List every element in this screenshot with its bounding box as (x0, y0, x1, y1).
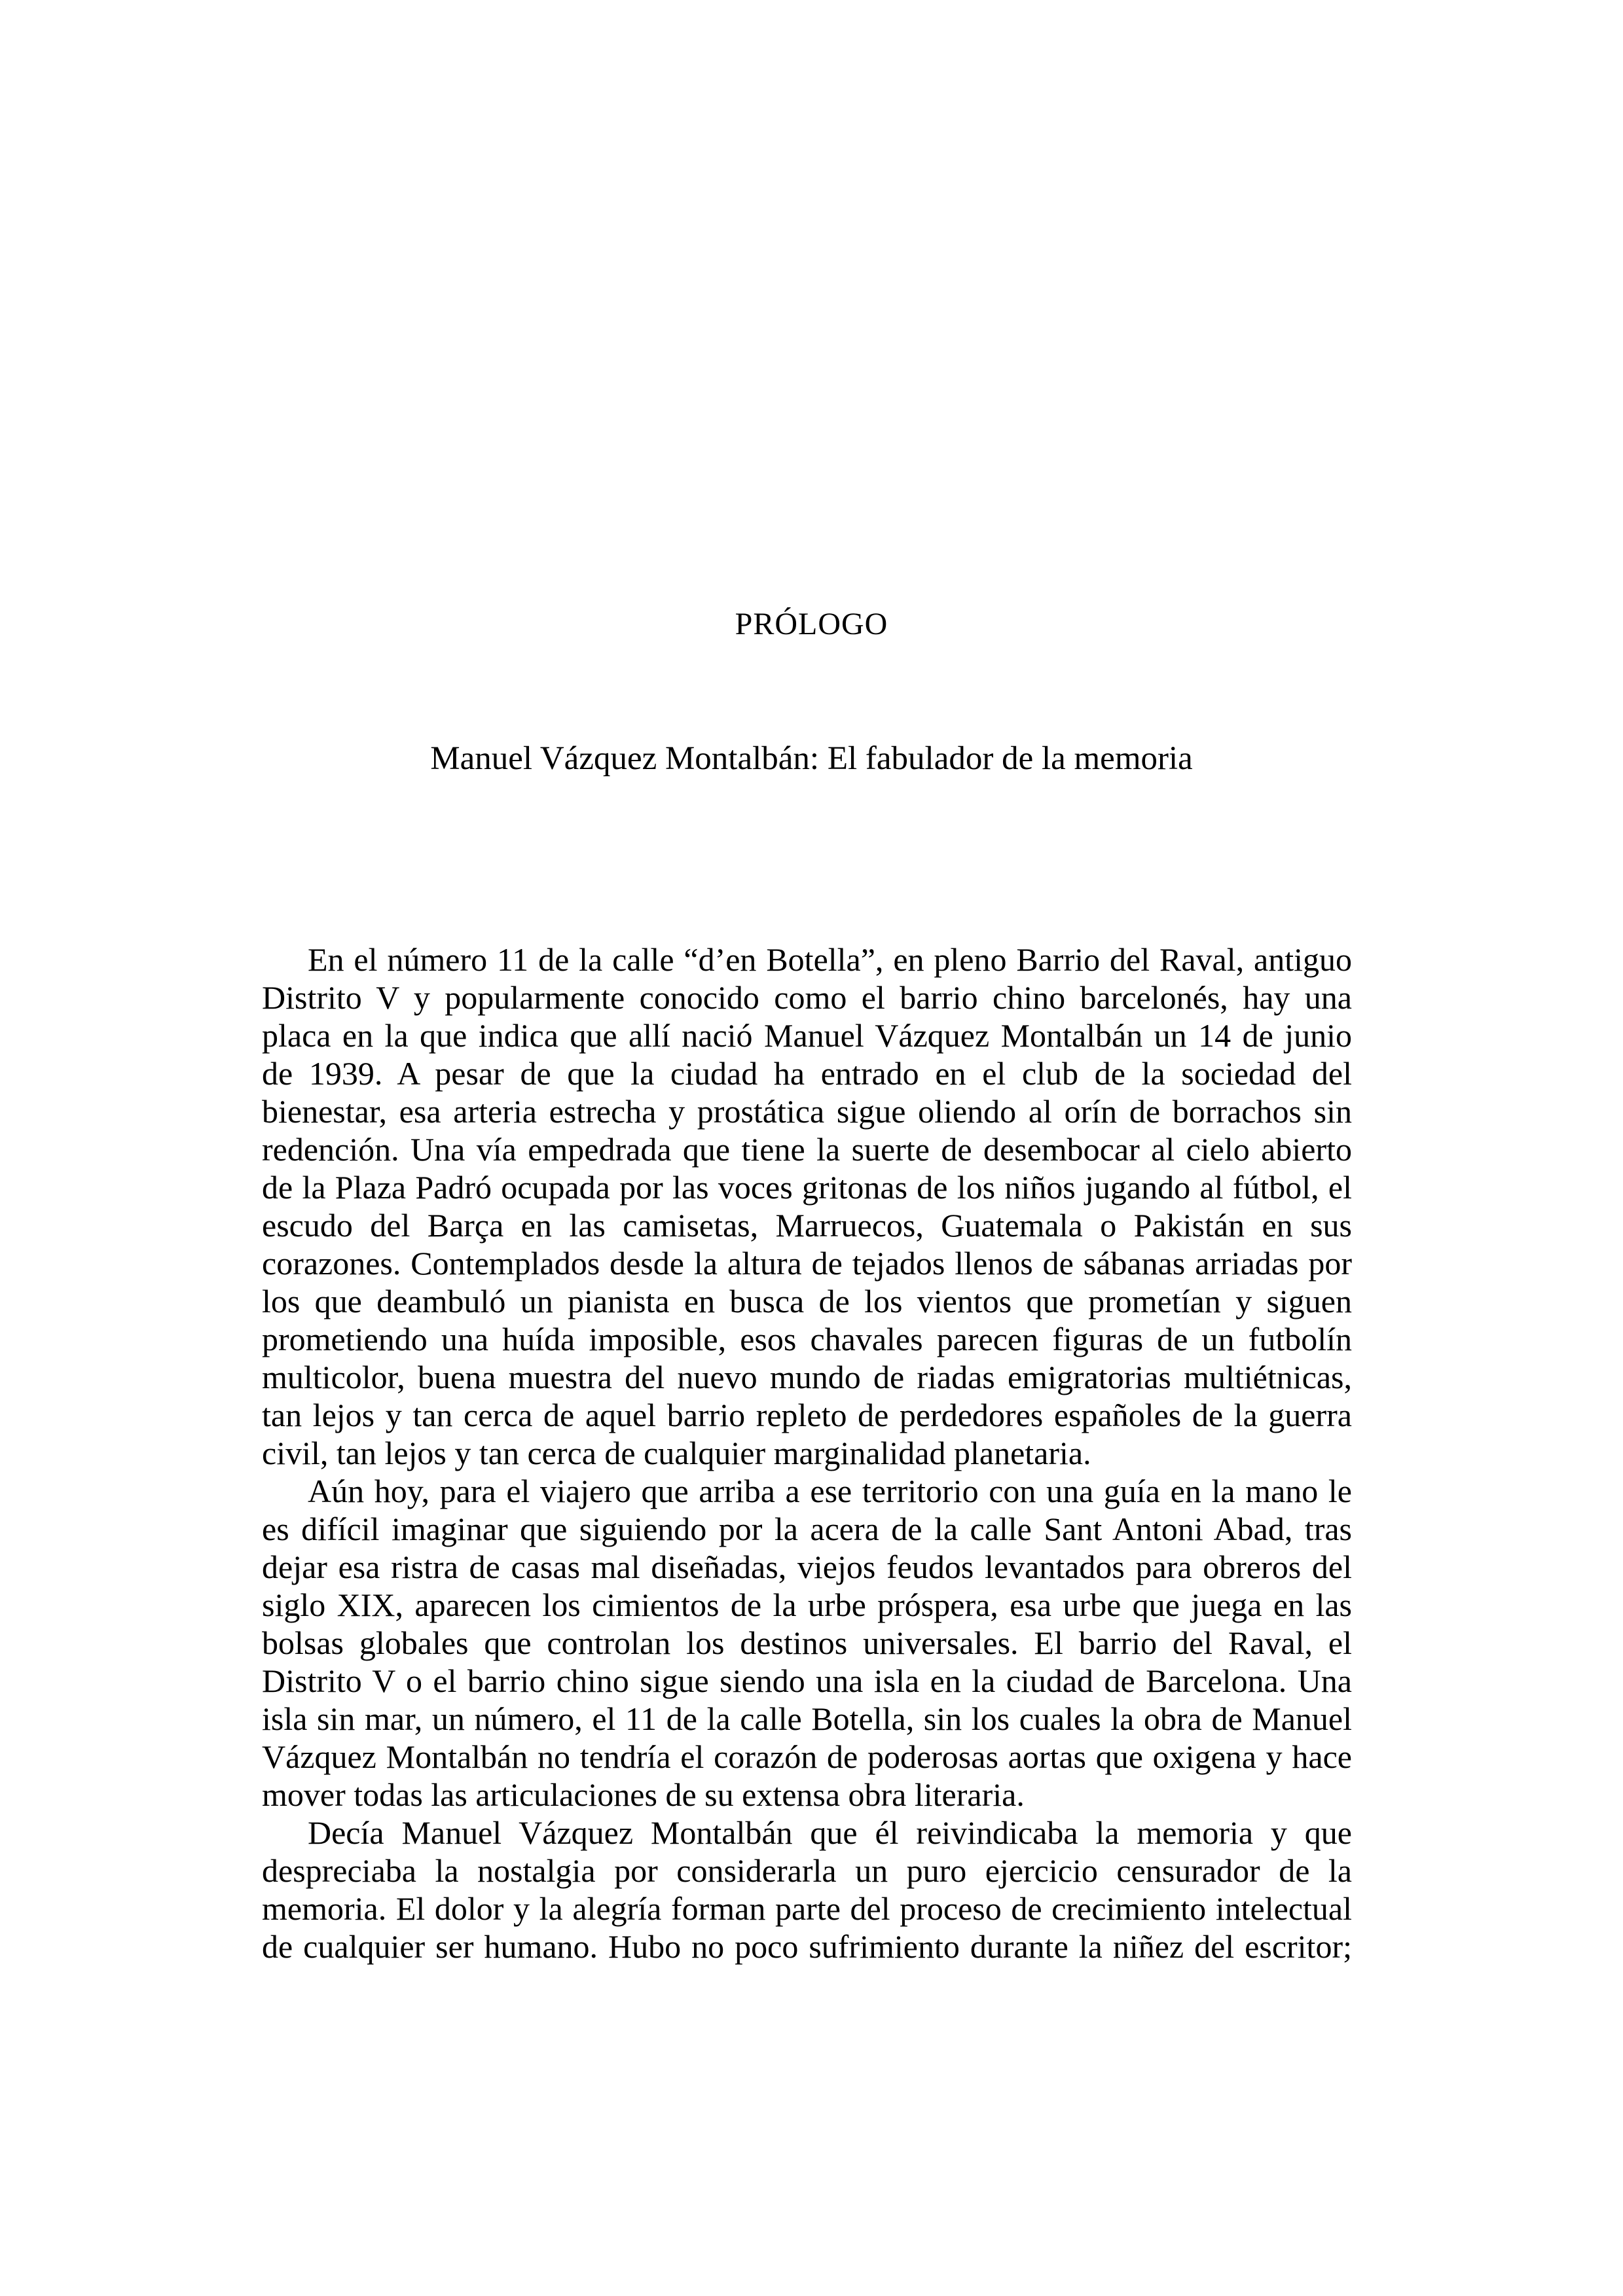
text-line: Decía Manuel Vázquez Montalbán que él reivindicaba la memoria y que (308, 1814, 1352, 1851)
text-line: dejar esa ristra de casas mal diseñadas, viejos feudos levantados para obreros del (262, 1549, 1352, 1585)
text-line: de cualquier ser humano. Hubo no poco sufrimiento durante la niñez del escritor; (262, 1928, 1352, 1965)
text-line: es difícil imaginar que siguiendo por la acera de la calle Sant Antoni Abad, tras (262, 1511, 1352, 1547)
text-line: siglo XIX, aparecen los cimientos de la urbe próspera, esa urbe que juega en las (262, 1587, 1352, 1623)
text-line: tan lejos y tan cerca de aquel barrio repleto de perdedores españoles de la guerra (262, 1397, 1352, 1433)
text-line: mover todas las articulaciones de su extensa obra literaria. (262, 1776, 1025, 1813)
text-line: civil, tan lejos y tan cerca de cualquier marginalidad planetaria. (262, 1435, 1091, 1471)
text-line: bienestar, esa arteria estrecha y prostática sigue oliendo al orín de borrachos sin (262, 1093, 1352, 1130)
text-line: escudo del Barça en las camisetas, Marruecos, Guatemala o Pakistán en sus (262, 1207, 1352, 1244)
text-line: memoria. El dolor y la alegría forman parte del proceso de crecimiento intelectual (262, 1890, 1352, 1927)
text-line: Aún hoy, para el viajero que arriba a ese territorio con una guía en la mano le (308, 1473, 1352, 1509)
text-line: Vázquez Montalbán no tendría el corazón de poderosas aortas que oxigena y hace (262, 1738, 1352, 1775)
text-line: En el número 11 de la calle “d’en Botella”, en pleno Barrio del Raval, antiguo (308, 941, 1352, 978)
text-line: de 1939. A pesar de que la ciudad ha entrado en el club de la sociedad del (262, 1055, 1352, 1092)
text-line: Distrito V y popularmente conocido como el barrio chino barcelonés, hay una (262, 979, 1352, 1016)
page-subtitle: Manuel Vázquez Montalbán: El fabulador de la memoria (430, 740, 1193, 777)
text-line: bolsas globales que controlan los destinos universales. El barrio del Raval, el (262, 1624, 1352, 1661)
body-text (262, 941, 1352, 1965)
text-line: despreciaba la nostalgia por considerarla un puro ejercicio censurador de la (262, 1852, 1352, 1889)
page-title: PRÓLOGO (735, 607, 888, 641)
text-line: los que deambuló un pianista en busca de los vientos que prometían y siguen (262, 1283, 1352, 1319)
text-line: placa en la que indica que allí nació Manuel Vázquez Montalbán un 14 de junio (262, 1017, 1352, 1054)
text-line: corazones. Contemplados desde la altura de tejados llenos de sábanas arriadas por (262, 1245, 1352, 1282)
text-line: Distrito V o el barrio chino sigue siendo una isla en la ciudad de Barcelona. Una (262, 1662, 1352, 1699)
text-line: de la Plaza Padró ocupada por las voces gritonas de los niños jugando al fútbol, el (262, 1169, 1352, 1206)
text-line: redención. Una vía empedrada que tiene la suerte de desembocar al cielo abierto (262, 1131, 1352, 1168)
text-line: isla sin mar, un número, el 11 de la calle Botella, sin los cuales la obra de Manuel (262, 1700, 1352, 1737)
text-line: prometiendo una huída imposible, esos chavales parecen figuras de un futbolín (262, 1321, 1352, 1357)
text-line: multicolor, buena muestra del nuevo mundo de riadas emigratorias multiétnicas, (262, 1359, 1352, 1395)
